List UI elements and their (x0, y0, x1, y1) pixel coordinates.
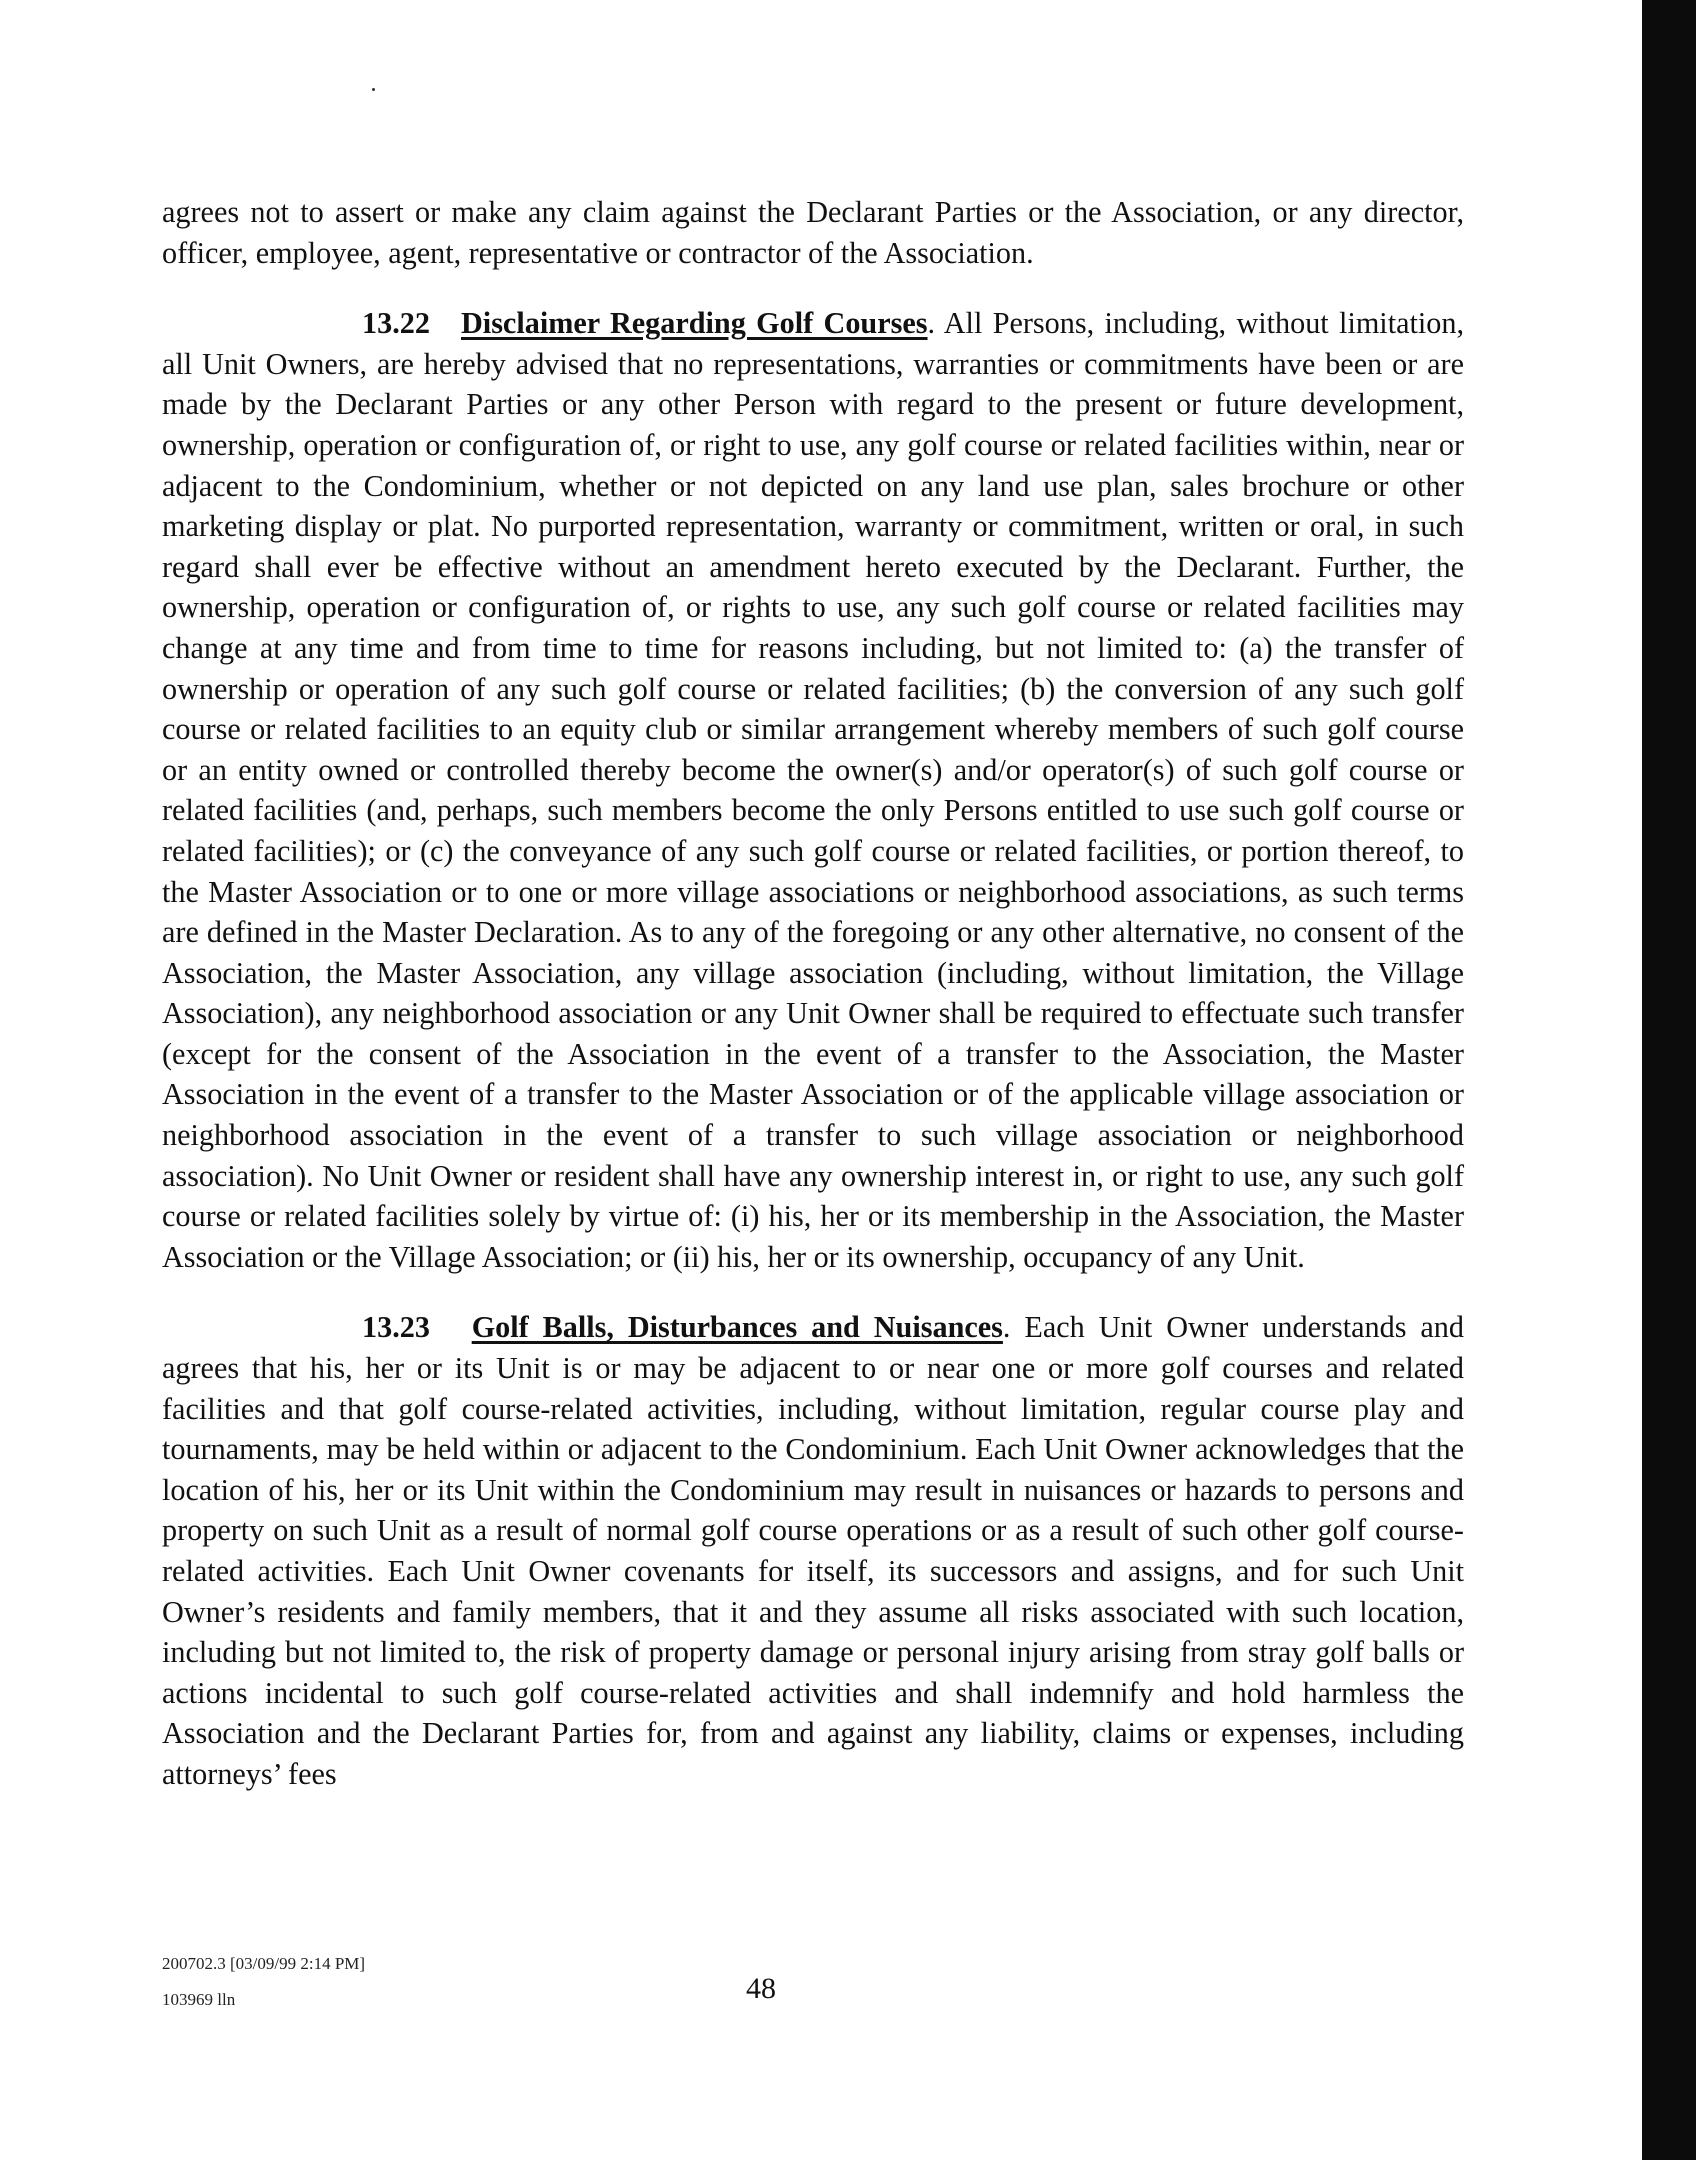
page-number: 48 (746, 1972, 776, 2005)
section-13-22 (162, 303, 1464, 1277)
section-13-23 (162, 1307, 1464, 1794)
paragraph-text: agrees not to assert or make any claim against the Declarant Parties or the Association, or any director, officer, employee, agent, representative or contractor of the Association. (162, 195, 1464, 270)
file-code: 103969 lln (162, 1990, 236, 2009)
paragraph-continuation (162, 192, 1464, 273)
document-code: 200702.3 [03/09/99 2:14 PM] (162, 1954, 366, 1973)
scan-border (1642, 0, 1696, 2160)
section-number: 13.22 (362, 306, 430, 341)
section-number: 13.23 (362, 1310, 430, 1345)
section-text: . All Persons, including, without limitation, all Unit Owners, are hereby advised that no representations, warranties or commitments have been or are made by the Declarant Parties or any other Person with regard to the present or future development, ownership, operation or configuration of, or right to use, any golf course or related facilities within, near or adjacent to the Condominium, whether or not depicted on any land use plan, sales brochure or other marketing display or plat. No purported representation, warranty or commitment, written or oral, in such regard shall ever be effective without an amendment hereto executed by the Declarant. Further, the ownership, operation or configuration of, or rights to use, any such golf course or related facilities may change at any time and from time to time for reasons including, but not limited to: (a) the transfer of ownership or operation of any such golf course or related facilities; (b) the conversion of any such golf course or related facilities to an equity club or similar arrangement whereby members of such golf course or an entity owned or controlled thereby become the owner(s) and/or operator(s) of such golf course or related facilities (and, perhaps, such members become the only Persons entitled to use such golf course or related facilities); or (c) the conveyance of any such golf course or related facilities, or portion thereof, to the Master Association or to one or more village associations or neighborhood associations, as such terms are defined in the Master Declaration. As to any of the foregoing or any other alternative, no consent of the Association, the Master Association, any village association (including, without limitation, the Village Association), any neighborhood association or any Unit Owner shall be required to effectuate such transfer (except for the consent of the Association in the event of a transfer to the Association, the Master Association in the event of a transfer to the Master Association or of the applicable village association or neighborhood association in the event of a transfer to such village association or neighborhood association). No Unit Owner or resident shall have any ownership interest in, or right to use, any such golf course or related facilities solely by virtue of: (i) his, her or its membership in the Association, the Master Association or the Village Association; or (ii) his, her or its ownership, occupancy of any Unit. (162, 306, 1464, 1274)
scan-speck (372, 88, 375, 91)
document-body (162, 192, 1464, 1825)
section-title: Golf Balls, Disturbances and Nuisances (471, 1310, 1003, 1345)
section-text: . Each Unit Owner understands and agrees that his, her or its Unit is or may be adjacent to or near one or more golf courses and related facilities and that golf course-related activities, including, without limitation, regular course play and tournaments, may be held within or adjacent to the Condominium. Each Unit Owner acknowledges that the location of his, her or its Unit within the Condominium may result in nuisances or hazards to persons and property on such Unit as a result of normal golf course operations or as a result of such other golf course-related activities. Each Unit Owner covenants for itself, its successors and assigns, and for such Unit Owner’s residents and family members, that it and they assume all risks associated with such location, including but not limited to, the risk of property damage or personal injury arising from stray golf balls or actions incidental to such golf course-related activities and shall indemnify and hold harmless the Association and the Declarant Parties for, from and against any liability, claims or expenses, including attorneys’ fees (162, 1310, 1464, 1791)
section-title: Disclaimer Regarding Golf Courses (461, 306, 928, 341)
